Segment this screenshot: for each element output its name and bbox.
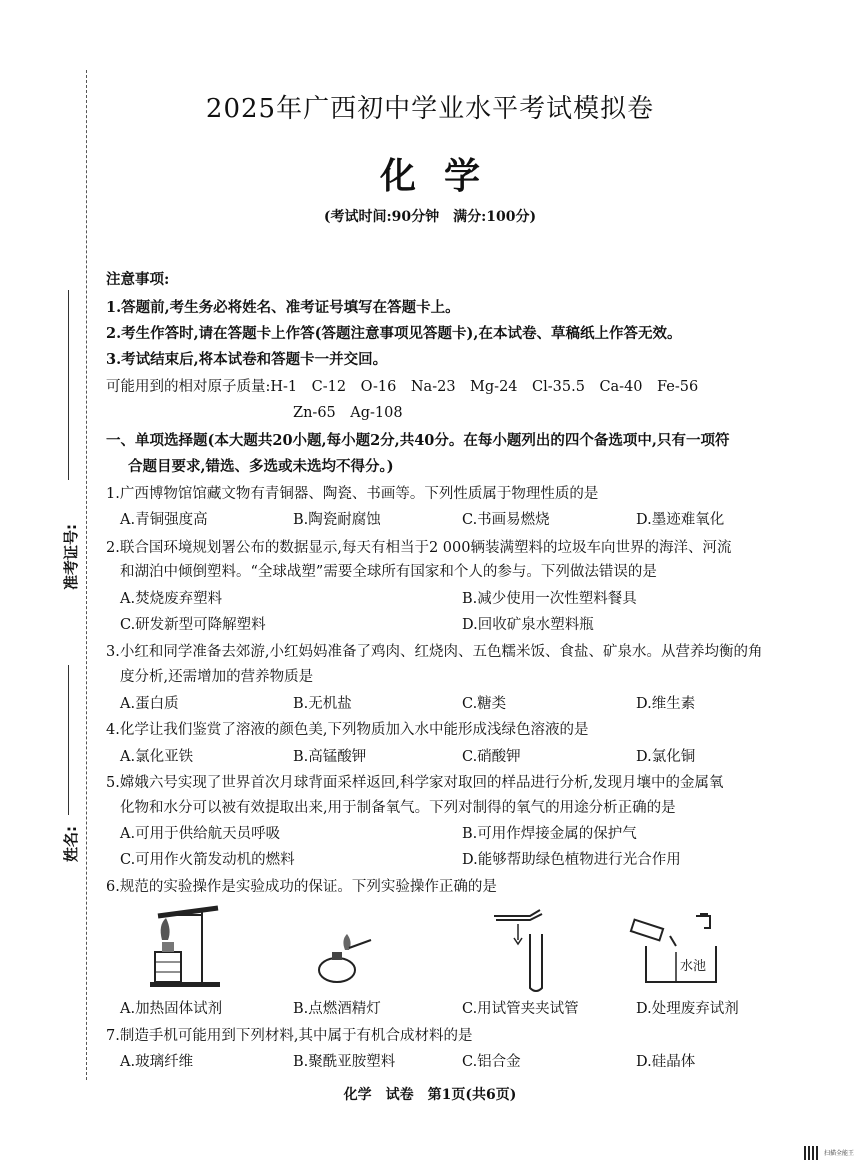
- waste-disposal-sink-figure: [630, 912, 720, 992]
- question-2-stem-cont: 和湖泊中倾倒塑料。“全球战塑”需要全球所有国家和个人的参与。下列做法错误的是: [120, 564, 657, 580]
- notice-item: 2.考生作答时,请在答题卡上作答(答题注意事项见答题卡),在本试卷、草稿纸上作答无效。: [106, 325, 682, 342]
- q5-option-c: C.可用作火箭发动机的燃料: [120, 852, 295, 868]
- name-label: 姓名:: [62, 826, 80, 862]
- q6-option-b: B.点燃酒精灯: [293, 1001, 381, 1017]
- q1-option-a: A.青铜强度高: [120, 512, 208, 528]
- exam-id-underline: [68, 290, 69, 480]
- section-heading: 一、单项选择题(本大题共20小题,每小题2分,共40分。在每小题列出的四个备选项中,只有一项符: [106, 432, 730, 449]
- q1-option-d: D.墨迹难氧化: [636, 512, 725, 528]
- q6-option-c: C.用试管夹夹试管: [462, 1001, 579, 1017]
- sink-label: 水池: [680, 959, 707, 974]
- q6-option-a: A.加热固体试剂: [120, 1001, 223, 1017]
- q3-option-a: A.蛋白质: [120, 696, 179, 712]
- question-1-stem: 1.广西博物馆馆藏文物有青铜器、陶瓷、书画等。下列性质属于物理性质的是: [106, 486, 599, 502]
- exam-title: 2025年广西初中学业水平考试模拟卷: [205, 94, 655, 124]
- scanner-watermark: 扫描全能王: [823, 1150, 854, 1157]
- q2-option-d: D.回收矿泉水塑料瓶: [462, 617, 594, 633]
- exam-id-label: 准考证号:: [62, 524, 80, 590]
- q5-option-a: A.可用于供给航天员呼吸: [120, 826, 281, 842]
- q2-option-a: A.焚烧废弃塑料: [120, 591, 223, 607]
- q6-option-d: D.处理废弃试剂: [636, 1001, 739, 1017]
- notice-item: 1.答题前,考生务必将姓名、准考证号填写在答题卡上。: [106, 299, 460, 316]
- question-5-stem-cont: 化物和水分可以被有效提取出来,用于制备氧气。下列对制得的氧气的用途分析正确的是: [120, 800, 676, 816]
- notice-item: 3.考试结束后,将本试卷和答题卡一并交回。: [106, 351, 388, 368]
- alcohol-lamp-figure: [315, 930, 375, 990]
- name-underline: [68, 665, 69, 815]
- q2-option-b: B.减少使用一次性塑料餐具: [462, 591, 637, 607]
- atomic-mass-line: Zn-65 Ag-108: [293, 405, 403, 421]
- q3-option-c: C.糖类: [462, 696, 507, 712]
- question-4-stem: 4.化学让我们鉴赏了溶液的颜色美,下列物质加入水中能形成浅绿色溶液的是: [106, 722, 589, 738]
- q7-option-d: D.硅晶体: [636, 1054, 696, 1070]
- page-footer: 化学 试卷 第1页(共6页): [343, 1087, 517, 1103]
- subject-title: 化学: [379, 155, 508, 197]
- q5-option-b: B.可用作焊接金属的保护气: [462, 826, 637, 842]
- q4-option-d: D.氯化铜: [636, 749, 696, 765]
- heating-solid-apparatus-figure: [140, 900, 230, 990]
- q7-option-b: B.聚酰亚胺塑料: [293, 1054, 396, 1070]
- q5-option-d: D.能够帮助绿色植物进行光合作用: [462, 852, 681, 868]
- q1-option-c: C.书画易燃烧: [462, 512, 550, 528]
- question-2-stem: 2.联合国环境规划署公布的数据显示,每天有相当于2 000辆装满塑料的垃圾车向世界的海洋、河流: [106, 540, 732, 556]
- atomic-mass-line: 可能用到的相对原子质量:H-1 C-12 O-16 Na-23 Mg-24 Cl-35.5 Ca-40 Fe-56: [106, 379, 699, 395]
- qr-code-icon: [804, 1146, 818, 1160]
- question-7-stem: 7.制造手机可能用到下列材料,其中属于有机合成材料的是: [106, 1028, 473, 1044]
- question-5-stem: 5.嫦娥六号实现了世界首次月球背面采样返回,科学家对取回的样品进行分析,发现月壤中的金属氧: [106, 775, 724, 791]
- q2-option-c: C.研发新型可降解塑料: [120, 617, 266, 633]
- question-6-stem: 6.规范的实验操作是实验成功的保证。下列实验操作正确的是: [106, 879, 497, 895]
- q4-option-a: A.氯化亚铁: [120, 749, 194, 765]
- test-tube-clamp-figure: [490, 906, 550, 996]
- notice-heading: 注意事项:: [106, 271, 170, 288]
- q1-option-b: B.陶瓷耐腐蚀: [293, 512, 381, 528]
- question-3-stem: 3.小红和同学准备去郊游,小红妈妈准备了鸡肉、红烧肉、五色糯米饭、食盐、矿泉水。从营养均衡的角: [106, 644, 763, 660]
- exam-time-info: (考试时间:90分钟 满分:100分): [323, 209, 537, 225]
- q4-option-b: B.高锰酸钾: [293, 749, 367, 765]
- q4-option-c: C.硝酸钾: [462, 749, 521, 765]
- q3-option-d: D.维生素: [636, 696, 696, 712]
- question-3-stem-cont: 度分析,还需增加的营养物质是: [120, 669, 314, 685]
- q7-option-a: A.玻璃纤维: [120, 1054, 194, 1070]
- q7-option-c: C.铝合金: [462, 1054, 521, 1070]
- q3-option-b: B.无机盐: [293, 696, 352, 712]
- section-heading-cont: 合题目要求,错选、多选或未选均不得分。): [128, 458, 394, 475]
